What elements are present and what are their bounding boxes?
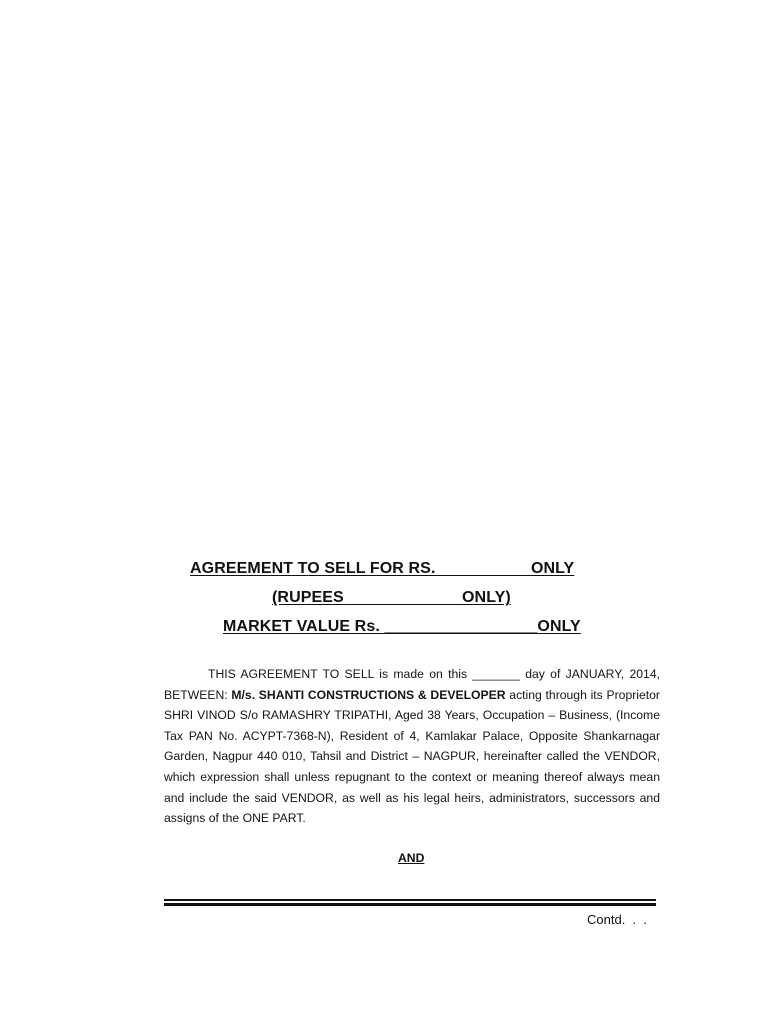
divider-thin	[164, 899, 656, 901]
and-label: AND	[398, 851, 425, 865]
agreement-title-line	[190, 560, 574, 578]
market-value-line	[223, 618, 581, 636]
market-value-blank: _________________	[384, 618, 538, 635]
title-suffix: ONLY	[530, 560, 575, 577]
market-value-prefix: MARKET VALUE Rs.	[223, 618, 385, 635]
vendor-firm-name: M/s. SHANTI CONSTRUCTIONS & DEVELOPER	[231, 687, 506, 702]
amount-blank	[440, 560, 531, 577]
title-prefix: AGREEMENT TO SELL FOR RS.	[190, 560, 441, 577]
rupees-blank	[348, 589, 462, 606]
continued-label: Contd. . .	[587, 912, 647, 927]
rupees-prefix: (RUPEES	[272, 589, 349, 606]
agreement-paragraph	[164, 664, 660, 829]
divider-thick	[164, 903, 656, 906]
paragraph-intro: THIS AGREEMENT TO SELL is made on this _______ day of JANUARY, 2014, BETWEEN:	[164, 667, 660, 702]
paragraph-details: acting through its Proprietor SHRI VINOD S/o RAMASHRY TRIPATHI, Aged 38 Years, Occupation – Business, (Income Tax PAN No. ACYPT-7368-N), Resident of 4, Kamlakar Palace, Opposite Shankarnagar Garden, Nagpur 440 010, Tahsil and District – NAGPUR, hereinafter called the VENDOR, which expression shall unless repugnant to the context or meaning thereof always mean and include the said VENDOR, as well as his legal heirs, administrators, successors and assigns of the ONE PART.	[164, 687, 660, 826]
market-value-suffix: ONLY	[537, 618, 581, 635]
rupees-suffix: ONLY)	[462, 589, 511, 606]
rupees-words-line	[272, 589, 511, 607]
